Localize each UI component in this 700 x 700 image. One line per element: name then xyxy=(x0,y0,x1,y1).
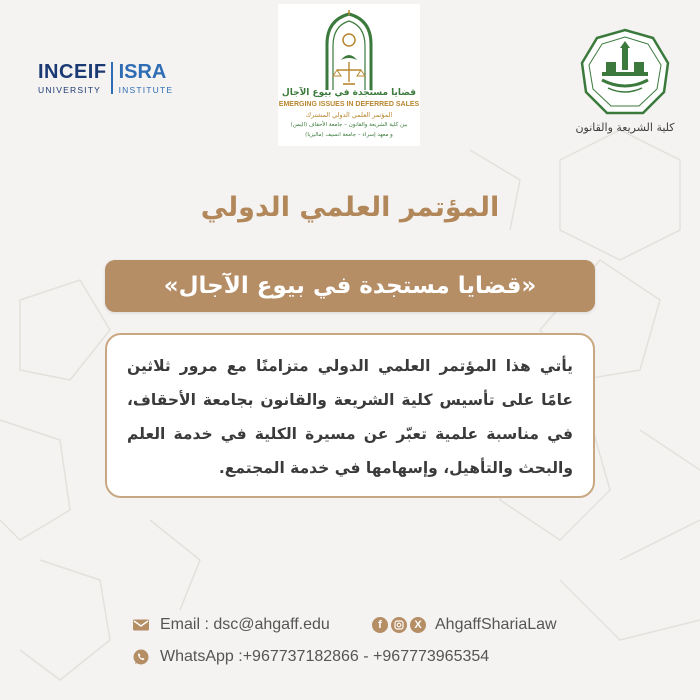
facebook-icon[interactable]: f xyxy=(372,617,388,633)
conference-logo-english-title: EMERGING ISSUES IN DEFERRED SALES xyxy=(278,101,420,108)
x-icon[interactable]: X xyxy=(410,617,426,633)
mosque-arch-emblem-icon xyxy=(319,10,379,94)
logo-divider xyxy=(111,62,113,94)
envelope-icon xyxy=(132,616,150,634)
ahgaff-university-seal-icon xyxy=(580,28,670,118)
description-text: يأتي هذا المؤتمر العلمي الدولي متزامنًا مع مرور ثلاثين عامًا على تأسيس كلية الشريعة والقانون بجامعة الأحقاف، في مناسبة علمية تعبّر عن مسيرة الكلية في خدمة العلم والبحث والتأهيل، وإسهامها في خدمة المجتمع. xyxy=(127,357,573,477)
page-title: المؤتمر العلمي الدولي xyxy=(200,192,500,223)
email-text[interactable]: Email : dsc@ahgaff.edu xyxy=(160,616,330,633)
whatsapp-icon xyxy=(132,648,150,666)
conference-logo xyxy=(278,4,420,146)
inceif-logo-subtext: UNIVERSITY xyxy=(38,85,102,95)
conference-logo-line2: بين كلية الشريعة والقانون – جامعة الأحقاف (اليمن) xyxy=(290,122,408,128)
instagram-icon[interactable] xyxy=(391,617,407,633)
conference-title-text: «قضايا مستجدة في بيوع الآجال» xyxy=(163,273,537,299)
whatsapp-contact xyxy=(132,648,489,666)
email-contact xyxy=(132,616,330,634)
social-links xyxy=(372,616,557,634)
conference-logo-line3: و معهد إسراء – جامعة انسيف (ماليزيا) xyxy=(305,132,393,138)
isra-logo-text: ISRA xyxy=(118,61,167,83)
inceif-isra-logo xyxy=(38,62,188,102)
conference-logo-line1: المؤتمر العلمي الدولي المشترك xyxy=(305,111,393,119)
conference-title-banner xyxy=(105,260,595,312)
conference-logo-arabic-title: قضايا مستجدة في بيوع الآجال xyxy=(281,88,417,98)
inceif-logo-text: INCEIF xyxy=(38,61,107,83)
whatsapp-text[interactable]: WhatsApp :+967737182866 - +967773965354 xyxy=(160,648,490,665)
isra-logo-subtext: INSTITUTE xyxy=(118,85,174,95)
description-box xyxy=(105,333,595,498)
ahgaff-college-caption: كلية الشريعة والقانون xyxy=(575,121,675,134)
social-handle-text[interactable]: AhgaffShariaLaw xyxy=(435,616,557,633)
